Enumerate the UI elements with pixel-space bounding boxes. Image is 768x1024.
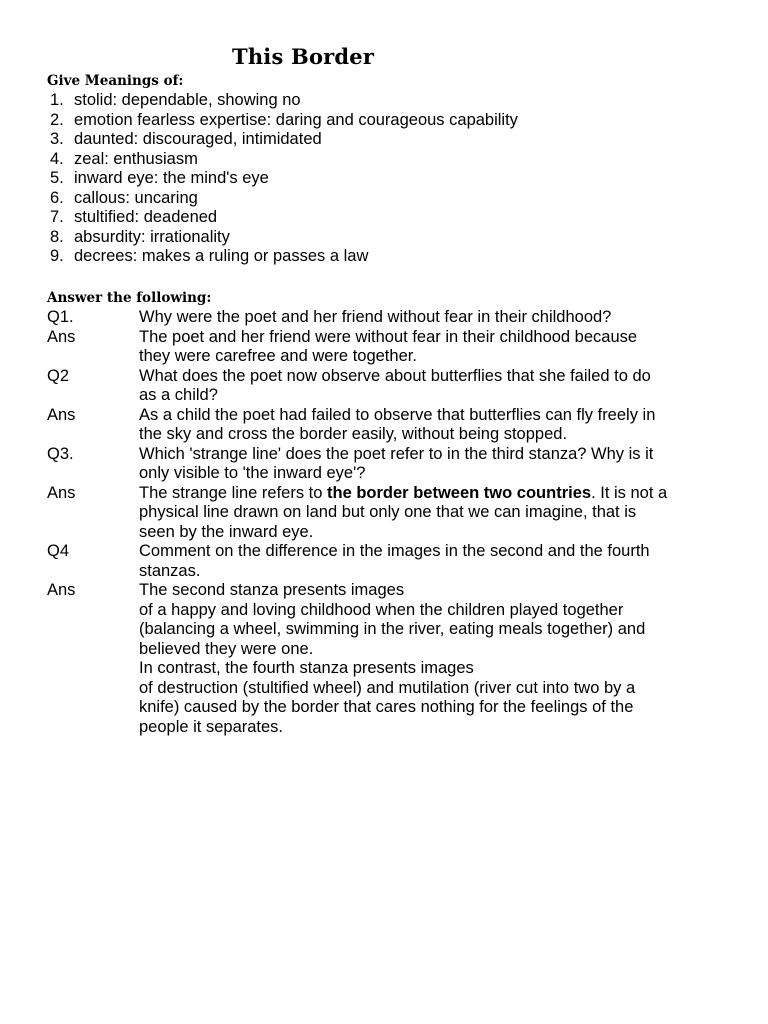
question-label: Q2: [47, 366, 70, 385]
text-line: Which 'strange line' does the poet refer to in the third stanza? Why is it: [139, 444, 654, 463]
answer-text: [139, 581, 724, 737]
question-row: [0, 367, 768, 406]
question-text: [139, 445, 724, 484]
list-item-number: 1.: [50, 91, 64, 109]
question-label: Q4: [47, 542, 70, 560]
text-line: only visible to 'the inward eye'?: [139, 464, 366, 482]
list-item-number: 9.: [50, 247, 64, 265]
text-line: the sky and cross the border easily, without being stopped.: [139, 425, 568, 443]
list-item-number: 7.: [50, 208, 64, 226]
answer-row: [0, 406, 768, 445]
answer-label: Ans: [47, 327, 76, 346]
question-row: [0, 445, 768, 484]
text-line: stanzas.: [139, 561, 201, 580]
text-line: of destruction (stultified wheel) and mutilation (river cut into two by a: [139, 678, 636, 697]
list-item-text: zeal: enthusiasm: [74, 149, 198, 168]
question-row: [0, 308, 768, 328]
question-text: [139, 308, 724, 328]
answers-heading: Answer the following:: [47, 290, 212, 306]
list-item-text: daunted: discouraged, intimidated: [74, 130, 322, 148]
answer-row: [0, 484, 768, 543]
text-line: people it separates.: [139, 717, 284, 736]
emphasis-text: the border between two countries: [327, 483, 592, 502]
question-label: Q3.: [47, 444, 74, 463]
list-item-number: 6.: [50, 188, 64, 207]
list-item-number: 2.: [50, 110, 64, 129]
text-line: of a happy and loving childhood when the children played together: [139, 600, 624, 619]
question-label: Q1.: [47, 308, 74, 326]
text-line: as a child?: [139, 386, 218, 404]
list-item-text: stolid: dependable, showing no: [74, 91, 301, 109]
meanings-heading: Give Meanings of:: [47, 73, 184, 89]
text-line: seen by the inward eye.: [139, 522, 314, 541]
document-title: This Border: [232, 44, 375, 69]
text-line: knife) caused by the border that cares nothing for the feelings of the: [139, 698, 634, 716]
text-line: (balancing a wheel, swimming in the river, eating meals together) and: [139, 620, 646, 638]
list-item-number: 4.: [50, 149, 64, 168]
list-item-text: inward eye: the mind's eye: [74, 169, 269, 187]
text-line: Why were the poet and her friend without fear in their childhood?: [139, 308, 612, 326]
text-segment: . It is not a: [591, 483, 668, 502]
answer-label: Ans: [47, 405, 76, 424]
answer-label: Ans: [47, 483, 76, 502]
answer-row: [0, 581, 768, 737]
question-text: [139, 542, 724, 581]
answer-text: [139, 406, 724, 445]
list-item-number: 5.: [50, 169, 64, 187]
text-line: The poet and her friend were without fear in their childhood because: [139, 327, 638, 346]
answer-row: [0, 328, 768, 367]
text-line: The second stanza presents images: [139, 581, 405, 599]
list-item-text: absurdity: irrationality: [74, 227, 230, 246]
text-line: [139, 484, 724, 504]
text-segment: The strange line refers to: [139, 483, 328, 502]
answer-label: Ans: [47, 581, 76, 599]
list-item-text: emotion fearless expertise: daring and courageous capability: [74, 110, 518, 129]
text-line: believed they were one.: [139, 639, 314, 658]
answer-text: [139, 328, 724, 367]
list-item-text: decrees: makes a ruling or passes a law: [74, 247, 369, 265]
question-answer-list: [0, 308, 768, 737]
list-item-number: 3.: [50, 130, 64, 148]
list-item-number: 8.: [50, 227, 64, 246]
text-line: Comment on the difference in the images in the second and the fourth: [139, 542, 650, 560]
text-line: In contrast, the fourth stanza presents images: [139, 659, 474, 677]
question-row: [0, 542, 768, 581]
text-line: they were carefree and were together.: [139, 347, 417, 365]
question-text: [139, 367, 724, 406]
text-line: As a child the poet had failed to observe that butterflies can fly freely in: [139, 405, 656, 424]
list-item-text: callous: uncaring: [74, 188, 198, 207]
list-item-text: stultified: deadened: [74, 208, 218, 226]
text-line: physical line drawn on land but only one that we can imagine, that is: [139, 503, 637, 521]
text-line: What does the poet now observe about butterflies that she failed to do: [139, 366, 651, 385]
answer-text: [139, 484, 724, 543]
